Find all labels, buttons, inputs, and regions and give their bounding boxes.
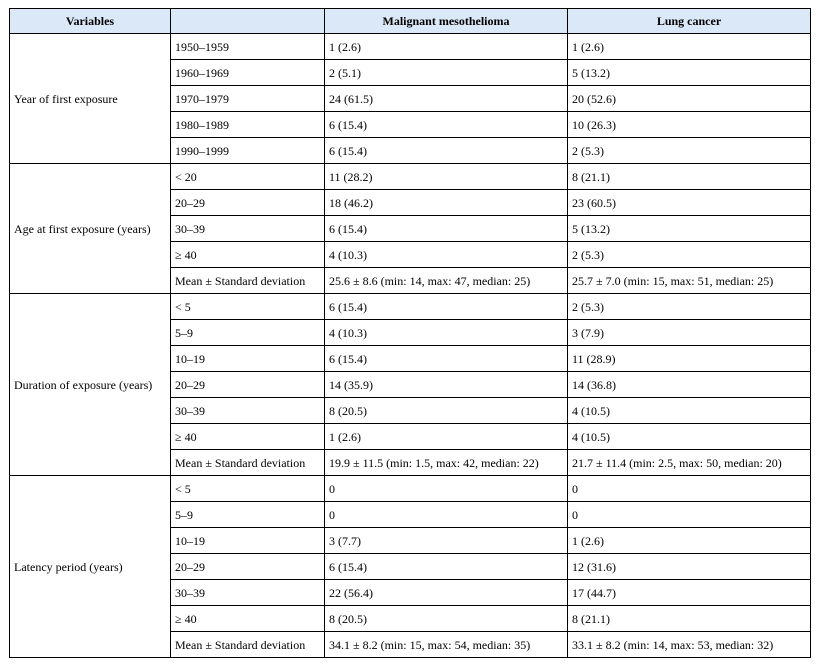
lung-cancer-value-cell: 5 (13.2) [568, 216, 811, 242]
mesothelioma-value-cell: 6 (15.4) [325, 346, 568, 372]
lung-cancer-value-cell: 14 (36.8) [568, 372, 811, 398]
mesothelioma-value-cell: 8 (20.5) [325, 606, 568, 632]
lung-cancer-value-cell: 11 (28.9) [568, 346, 811, 372]
category-cell: 1970–1979 [171, 86, 325, 112]
lung-cancer-value-cell: 17 (44.7) [568, 580, 811, 606]
table-row [10, 476, 811, 502]
lung-cancer-value-cell: 33.1 ± 8.2 (min: 14, max: 53, median: 32) [568, 632, 811, 658]
lung-cancer-value-cell: 1 (2.6) [568, 34, 811, 60]
variable-cell: Duration of exposure (years) [10, 294, 171, 476]
category-cell: Mean ± Standard deviation [171, 632, 325, 658]
lung-cancer-value-cell: 4 (10.5) [568, 424, 811, 450]
mesothelioma-value-cell: 8 (20.5) [325, 398, 568, 424]
category-cell: 20–29 [171, 190, 325, 216]
mesothelioma-value-cell: 14 (35.9) [325, 372, 568, 398]
mesothelioma-value-cell: 1 (2.6) [325, 424, 568, 450]
category-cell: < 20 [171, 164, 325, 190]
lung-cancer-value-cell: 23 (60.5) [568, 190, 811, 216]
lung-cancer-value-cell: 8 (21.1) [568, 606, 811, 632]
header-category [171, 9, 325, 34]
category-cell: ≥ 40 [171, 242, 325, 268]
mesothelioma-value-cell: 4 (10.3) [325, 242, 568, 268]
mesothelioma-value-cell: 24 (61.5) [325, 86, 568, 112]
table-row [10, 164, 811, 190]
lung-cancer-value-cell: 8 (21.1) [568, 164, 811, 190]
category-cell: ≥ 40 [171, 606, 325, 632]
lung-cancer-value-cell: 2 (5.3) [568, 294, 811, 320]
mesothelioma-value-cell: 3 (7.7) [325, 528, 568, 554]
mesothelioma-value-cell: 34.1 ± 8.2 (min: 15, max: 54, median: 35) [325, 632, 568, 658]
category-cell: 1960–1969 [171, 60, 325, 86]
category-cell: 10–19 [171, 528, 325, 554]
category-cell: 1950–1959 [171, 34, 325, 60]
data-table [9, 8, 811, 658]
lung-cancer-value-cell: 10 (26.3) [568, 112, 811, 138]
mesothelioma-value-cell: 6 (15.4) [325, 294, 568, 320]
table-body [10, 34, 811, 658]
category-cell: 20–29 [171, 372, 325, 398]
lung-cancer-value-cell: 12 (31.6) [568, 554, 811, 580]
mesothelioma-value-cell: 4 (10.3) [325, 320, 568, 346]
header-malignant-mesothelioma: Malignant mesothelioma [325, 9, 568, 34]
mesothelioma-value-cell: 0 [325, 476, 568, 502]
table-row [10, 294, 811, 320]
mesothelioma-value-cell: 19.9 ± 11.5 (min: 1.5, max: 42, median: 22) [325, 450, 568, 476]
category-cell: Mean ± Standard deviation [171, 450, 325, 476]
category-cell: 5–9 [171, 320, 325, 346]
mesothelioma-value-cell: 6 (15.4) [325, 216, 568, 242]
mesothelioma-value-cell: 6 (15.4) [325, 112, 568, 138]
category-cell: Mean ± Standard deviation [171, 268, 325, 294]
category-cell: 10–19 [171, 346, 325, 372]
category-cell: 30–39 [171, 216, 325, 242]
table-row [10, 34, 811, 60]
lung-cancer-value-cell: 0 [568, 502, 811, 528]
category-cell: < 5 [171, 476, 325, 502]
mesothelioma-value-cell: 6 (15.4) [325, 138, 568, 164]
variable-cell: Age at first exposure (years) [10, 164, 171, 294]
lung-cancer-value-cell: 3 (7.9) [568, 320, 811, 346]
category-cell: 30–39 [171, 580, 325, 606]
category-cell: 5–9 [171, 502, 325, 528]
mesothelioma-value-cell: 22 (56.4) [325, 580, 568, 606]
category-cell: 20–29 [171, 554, 325, 580]
lung-cancer-value-cell: 2 (5.3) [568, 138, 811, 164]
mesothelioma-value-cell: 11 (28.2) [325, 164, 568, 190]
lung-cancer-value-cell: 4 (10.5) [568, 398, 811, 424]
header-variables: Variables [10, 9, 171, 34]
mesothelioma-value-cell: 1 (2.6) [325, 34, 568, 60]
mesothelioma-value-cell: 0 [325, 502, 568, 528]
mesothelioma-value-cell: 18 (46.2) [325, 190, 568, 216]
category-cell: 1990–1999 [171, 138, 325, 164]
category-cell: 30–39 [171, 398, 325, 424]
lung-cancer-value-cell: 21.7 ± 11.4 (min: 2.5, max: 50, median: 20) [568, 450, 811, 476]
mesothelioma-value-cell: 6 (15.4) [325, 554, 568, 580]
lung-cancer-value-cell: 20 (52.6) [568, 86, 811, 112]
category-cell: ≥ 40 [171, 424, 325, 450]
lung-cancer-value-cell: 5 (13.2) [568, 60, 811, 86]
mesothelioma-value-cell: 25.6 ± 8.6 (min: 14, max: 47, median: 25) [325, 268, 568, 294]
variable-cell: Latency period (years) [10, 476, 171, 658]
lung-cancer-value-cell: 25.7 ± 7.0 (min: 15, max: 51, median: 25) [568, 268, 811, 294]
lung-cancer-value-cell: 1 (2.6) [568, 528, 811, 554]
variable-cell: Year of first exposure [10, 34, 171, 164]
mesothelioma-value-cell: 2 (5.1) [325, 60, 568, 86]
lung-cancer-value-cell: 0 [568, 476, 811, 502]
table-header [10, 9, 811, 34]
category-cell: < 5 [171, 294, 325, 320]
header-lung-cancer: Lung cancer [568, 9, 811, 34]
lung-cancer-value-cell: 2 (5.3) [568, 242, 811, 268]
header-row [10, 9, 811, 34]
category-cell: 1980–1989 [171, 112, 325, 138]
